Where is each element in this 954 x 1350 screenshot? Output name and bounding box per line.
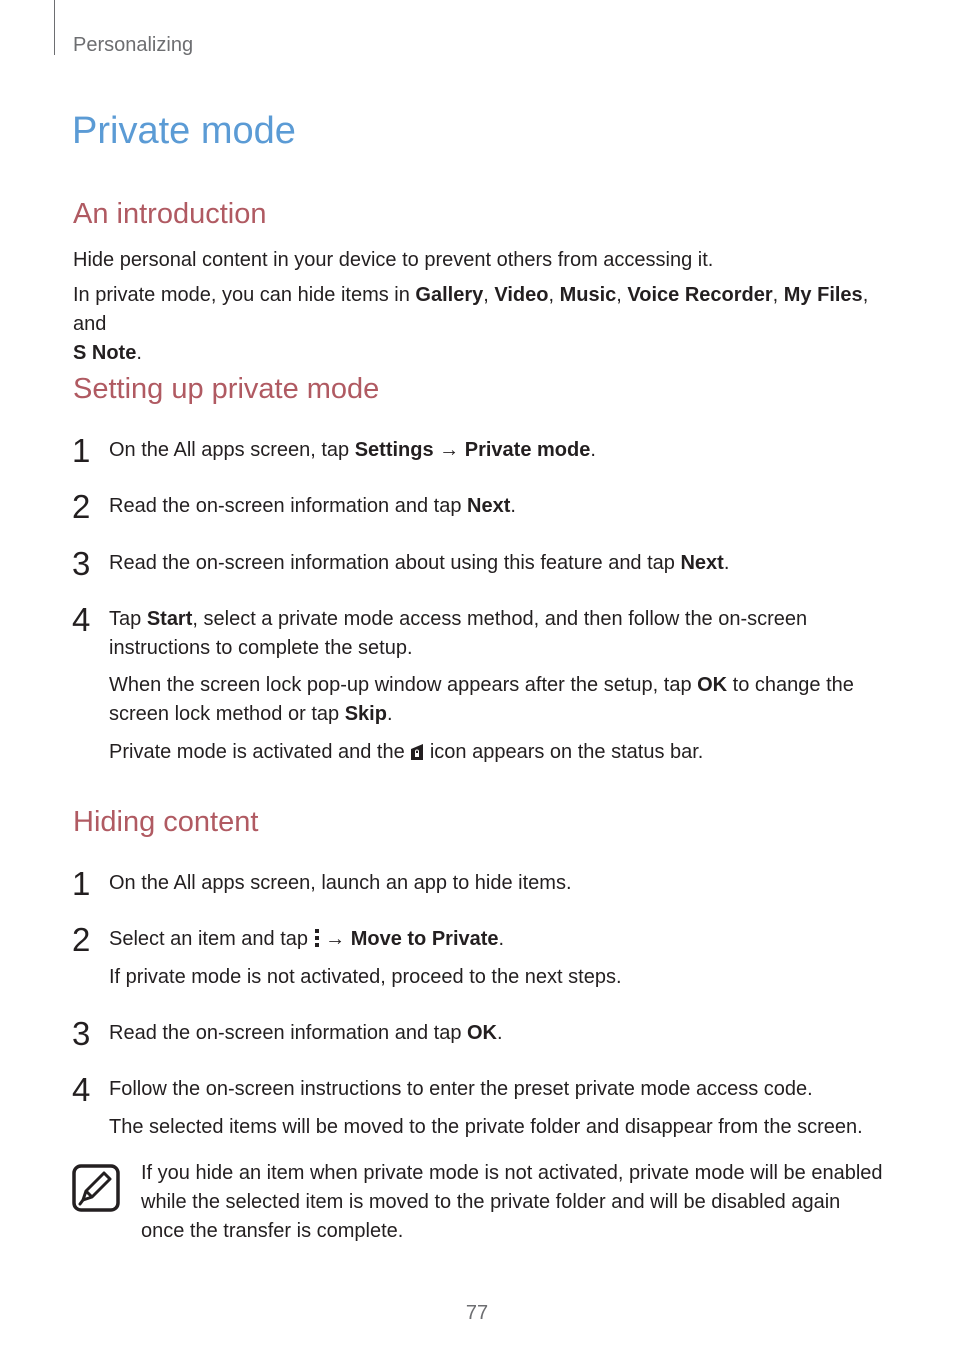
setup-step-text: On the All apps screen, tap Settings → Private mode. [109,439,596,461]
setup-step-note: Private mode is activated and the icon appears on the status bar. [109,738,869,770]
hiding-step-note: If private mode is not activated, proceed to the next steps. [109,966,622,988]
hiding-step-number: 3 [72,1015,91,1052]
setup-step-number: 3 [72,545,91,582]
chapter-label: Personalizing [73,34,194,56]
page-number: 77 [465,1302,489,1324]
hiding-step-text: On the All apps screen, launch an app to hide items. [109,872,572,894]
private-mode-icon [410,741,424,770]
setup-step-number: 1 [72,432,91,469]
setup-step-text: Tap Start, select a private mode access method, and then follow the on-screen instructions to complete the setup. [109,608,808,659]
hiding-step-text: Select an item and tap → Move to Private. [109,925,869,957]
setup-step-text: Read the on-screen information and tap Next. [109,495,516,517]
setup-step-text: Read the on-screen information about using this feature and tap Next. [109,552,730,574]
header-rule [54,0,55,55]
hiding-step-number: 1 [72,865,91,902]
setup-step-number: 4 [72,601,91,638]
intro-paragraph-1: Hide personal content in your device to prevent others from accessing it. [73,249,714,271]
intro-heading: An introduction [73,198,267,230]
note-text: If you hide an item when private mode is not activated, private mode will be enabled while the selected item is moved to the private folder and will be disabled again once the transfer is complete. [141,1162,883,1242]
page-title: Private mode [72,110,296,152]
note-pencil-icon [71,1163,121,1213]
setup-heading: Setting up private mode [73,373,380,405]
setup-step-number: 2 [72,488,91,525]
setup-step-note: When the screen lock pop-up window appears after the setup, tap OK to change the screen lock method or tap Skip. [109,674,854,725]
hiding-heading: Hiding content [73,806,259,838]
hiding-step-note: The selected items will be moved to the private folder and disappear from the screen. [109,1116,863,1138]
hiding-step-text: Follow the on-screen instructions to enter the preset private mode access code. [109,1078,813,1100]
intro-paragraph-2: In private mode, you can hide items in Gallery, Video, Music, Voice Recorder, My Files, and S Note. [73,284,869,364]
hiding-step-number: 2 [72,921,91,958]
hiding-step-text: Read the on-screen information and tap OK. [109,1022,503,1044]
hiding-step-number: 4 [72,1071,91,1108]
